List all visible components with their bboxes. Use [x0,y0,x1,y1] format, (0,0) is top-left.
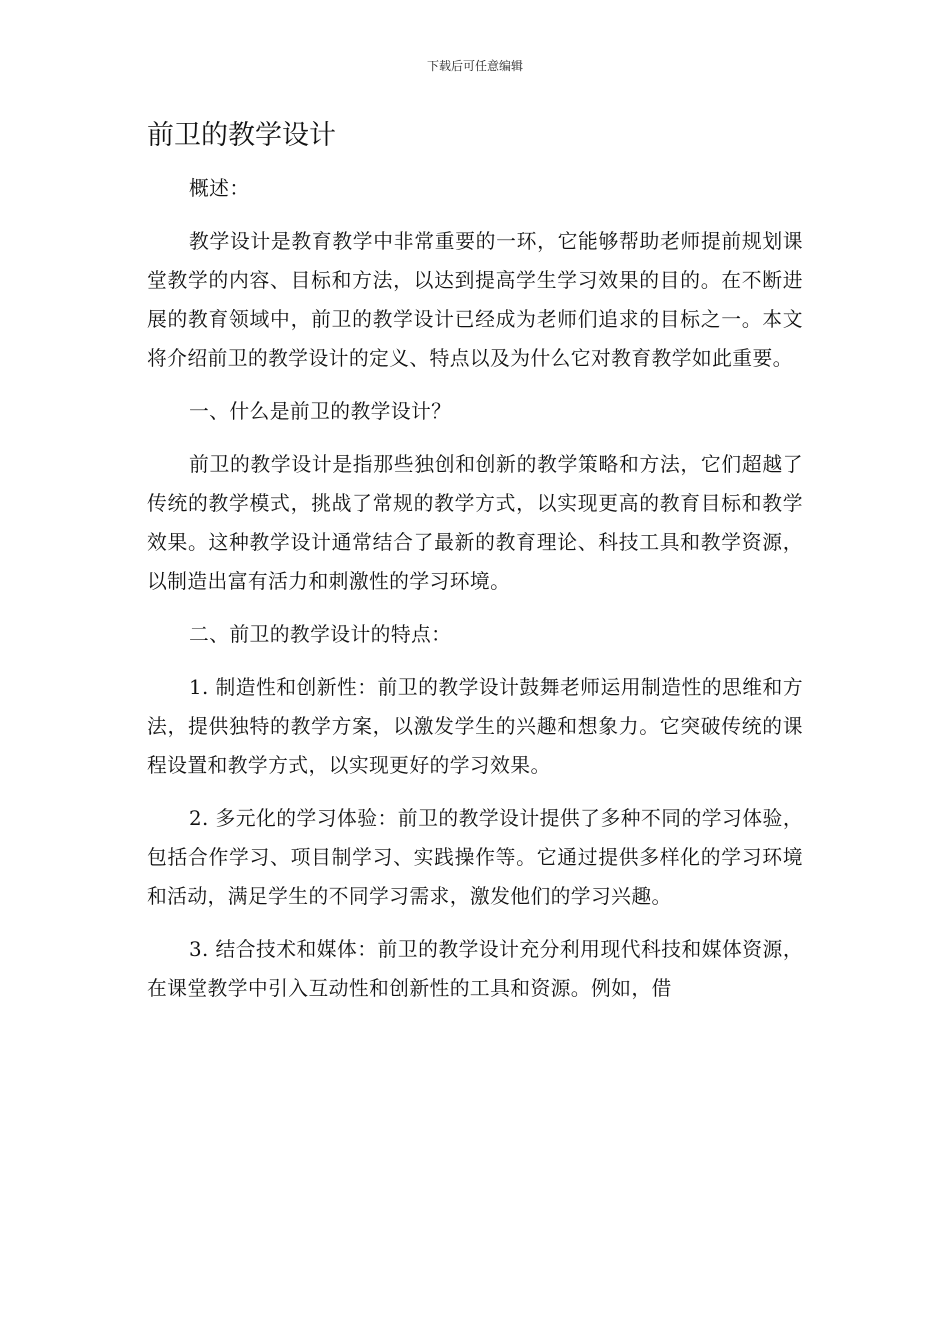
paragraph-feature-3: 3. 结合技术和媒体：前卫的教学设计充分利用现代科技和媒体资源，在课堂教学中引入互动性和创新性的工具和资源。例如，借 [147,938,803,1000]
document-body [147,169,803,1022]
paragraph-section-1: 前卫的教学设计是指那些独创和创新的教学策略和方法，它们超越了传统的教学模式，挑战了常规的教学方式，以实现更高的教育目标和教学效果。这种教学设计通常结合了最新的教育理论、科技工具和教学资源，以制造出富有活力和刺激性的学习环境。 [147,453,803,593]
page-header-note: 下载后可任意编辑 [426,59,523,73]
document-title: 前卫的教学设计 [147,120,336,151]
paragraph-overview-heading: 概述： [189,177,250,200]
paragraph-feature-1: 1. 制造性和创新性：前卫的教学设计鼓舞老师运用制造性的思维和方法，提供独特的教学方案，以激发学生的兴趣和想象力。它突破传统的课程设置和教学方式，以实现更好的学习效果。 [147,676,803,777]
paragraph-section-1-heading: 一、什么是前卫的教学设计？ [189,400,452,423]
paragraph-overview: 教学设计是教育教学中非常重要的一环，它能够帮助老师提前规划课堂教学的内容、目标和方法，以达到提高学生学习效果的目的。在不断进展的教育领域中，前卫的教学设计已经成为老师们追求的目标之一。本文将介绍前卫的教学设计的定义、特点以及为什么它对教育教学如此重要。 [147,230,803,370]
paragraph-section-2-heading: 二、前卫的教学设计的特点： [189,623,452,646]
paragraph-feature-2: 2. 多元化的学习体验：前卫的教学设计提供了多种不同的学习体验，包括合作学习、项目制学习、实践操作等。它通过提供多样化的学习环境和活动，满足学生的不同学习需求，激发他们的学习兴趣。 [147,807,803,908]
